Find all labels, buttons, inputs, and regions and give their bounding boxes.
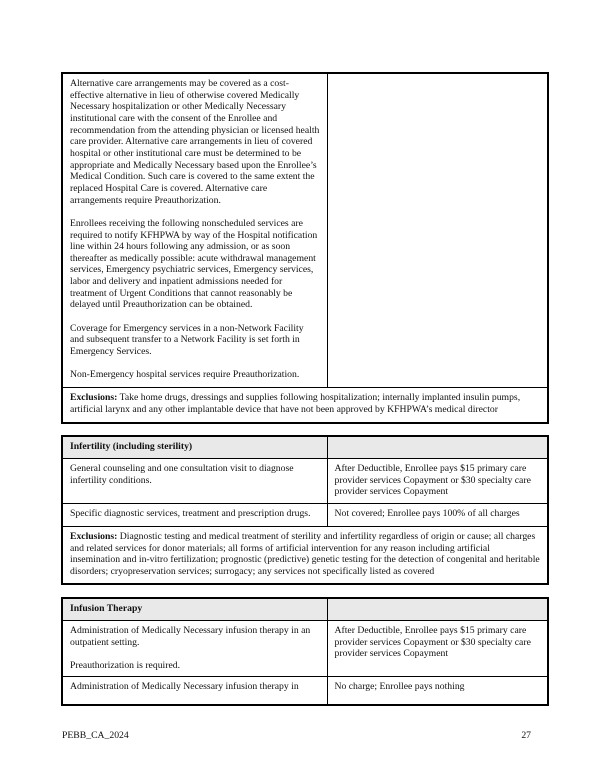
exclusions-cell [62, 388, 548, 424]
cost-cell: Not covered; Enrollee pays 100% of all charges [327, 504, 548, 527]
cost-cell: No charge; Enrollee pays nothing [327, 676, 548, 705]
exclusions-row [62, 527, 548, 585]
service-cell: Specific diagnostic services, treatment and prescription drugs. [62, 504, 327, 527]
exclusions-label: Exclusions: [70, 531, 118, 542]
cost-cell: After Deductible, Enrollee pays $15 primary care provider services Copayment or $30 specialty care provider services Copayment [327, 459, 548, 504]
table-row [62, 73, 548, 388]
section-title: Infusion Therapy [62, 598, 327, 621]
table-header-row [62, 436, 548, 459]
service-cell [62, 73, 327, 388]
service-paragraph: Non-Emergency hospital services require Preauthorization. [70, 369, 300, 381]
service-paragraph: Alternative care arrangements may be covered as a cost-effective alternative in lieu of otherwise covered Medically Necessary hospitalization or other Medically Necessary institutional care with the consent of the Enrollee and recommendation from the attending physician or licensed health care provider. Alternative care arrangements in lieu of covered hospital or other institutional care must be determined to be appropriate and Medically Necessary based upon the Enrollee’s Medical Condition. Such care is covered to the same extent the replaced Hospital Care is covered. Alternative care arrangements require Preauthorization. [70, 78, 320, 206]
exclusions-cell [62, 527, 548, 585]
cost-cell-empty [327, 73, 548, 388]
service-cell [62, 621, 327, 677]
exclusions-row [62, 388, 548, 424]
service-paragraph: Administration of Medically Necessary infusion therapy in an outpatient setting. [70, 625, 311, 648]
table-header-row [62, 598, 548, 621]
service-paragraph: Coverage for Emergency services in a non-Network Facility and subsequent transfer to a Network Facility is set forth in Emergency Services. [70, 322, 304, 358]
page-number: 27 [521, 730, 531, 741]
infusion-therapy-table [61, 597, 549, 706]
service-paragraph: Enrollees receiving the following nonscheduled services are required to notify KFHPWA by way of the Hospital notification line within 24 hours following any admission, or as soon thereafter as medically possible: acute withdrawal management services, Emergency psychiatric services, Emergency services, labor and delivery and inpatient admissions needed for treatment of Urgent Conditions that cannot reasonably be delayed until Preauthorization can be obtained. [70, 217, 318, 311]
hospital-care-table [61, 72, 549, 424]
service-paragraph: Preauthorization is required. [70, 659, 181, 671]
infertility-table [61, 435, 549, 585]
exclusions-text: Diagnostic testing and medical treatment of sterility and infertility regardless of origin or cause; all charges and related services for donor materials; all forms of artificial intervention for any reason including artificial insemination and in-vitro fertilization; prognostic (predictive) genetic testing for the detection of congenital and heritable disorders; cryopreservation services; surrogacy; any services not specifically listed as covered [70, 531, 540, 577]
table-row [62, 459, 548, 504]
section-title: Infertility (including sterility) [62, 436, 327, 459]
table-row [62, 621, 548, 677]
footer-document-id: PEBB_CA_2024 [62, 730, 129, 741]
service-cell: General counseling and one consultation visit to diagnose infertility conditions. [62, 459, 327, 504]
service-cell: Administration of Medically Necessary infusion therapy in [62, 676, 327, 705]
cost-cell: After Deductible, Enrollee pays $15 primary care provider services Copayment or $30 specialty care provider services Copayment [327, 621, 548, 677]
table-row [62, 504, 548, 527]
exclusions-label: Exclusions: [70, 392, 118, 403]
section-title-empty [327, 598, 548, 621]
section-title-empty [327, 436, 548, 459]
exclusions-text: Take home drugs, dressings and supplies following hospitalization; internally implanted insulin pumps, artificial larynx and any other implantable device that have not been approved by KFHPWA’s medical director [70, 392, 521, 415]
page-footer [62, 730, 531, 742]
table-row [62, 676, 548, 705]
